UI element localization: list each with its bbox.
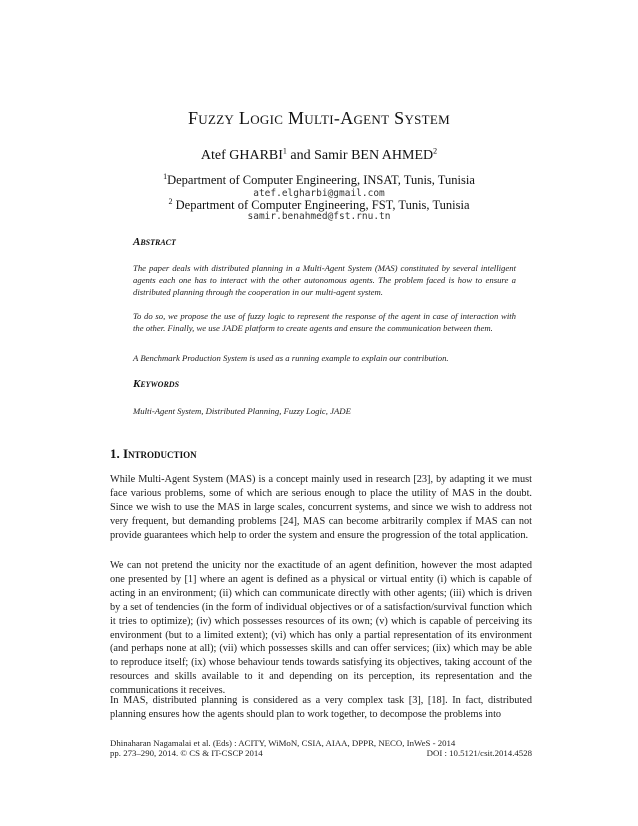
author-connector: and [286, 148, 315, 163]
affiliation-1-text: Department of Computer Engineering, INSAT, Tunis, Tunisia [167, 173, 475, 187]
footer-doi: DOI : 10.5121/csit.2014.4528 [426, 748, 532, 758]
intro-paragraph-2: We can not pretend the unicity nor the exactitude of an agent definition, however the most adapted one presented by [1] where an agent is defined as a physical or virtual entity (i) which is capable of acting in an environment; (ii) which can communicate directly with other agents; (iii) which is driven by a set of tendencies (in the form of individual objectives or of a satisfaction/survival function which it tries to optimize); (iv) which possesses resources of its own; (v) which is capable of perceiving its environment (but to a limited extent); (vi) which has only a partial representation of its environment (and perhaps none at all); (vii) which possesses skills and can offer services; (iix) which may be able to reproduce itself; (ix) whose behaviour tends towards satisfying its objectives, taking account of the resources and skills available to it and depending on its perception, its representation and the communications it receives. [110, 560, 532, 697]
author-2-superscript: 2 [433, 146, 438, 156]
keywords-text: Multi-Agent System, Distributed Planning, Fuzzy Logic, JADE [133, 406, 351, 416]
affiliation-1-superscript: 1 [163, 171, 168, 181]
abstract-paragraph-2: To do so, we propose the use of fuzzy logic to represent the response of the agent in case of interaction with the other. Finally, we use JADE platform to create agents and ensure the communication between them. [133, 311, 516, 333]
abstract-paragraph-3: A Benchmark Production System is used as a running example to explain our contribution. [133, 353, 449, 363]
email-1: atef.elgharbi@gmail.com [253, 188, 385, 199]
keywords-heading: Keywords [133, 378, 180, 390]
abstract-heading: Abstract [133, 236, 176, 248]
intro-paragraph-1: While Multi-Agent System (MAS) is a concept mainly used in research [23], by adapting it we must face various problems, some of which are serious enough to place the utility of MAS in the doubt. Since we wish to use the MAS in large scales, concurrent systems, and since we wish to address not very frequent, but demanding problems [24], MAS can become arbitrarily complex if MAS can not provide guarantees which help to order the system and ensure the progression of the total application. [110, 474, 532, 541]
author-2: Samir BEN AHMED [314, 148, 434, 163]
intro-paragraph-3: In MAS, distributed planning is considered as a very complex task [3], [18]. In fact, distributed planning ensures how the agents should plan to work together, to decompose the problems into [110, 695, 532, 720]
email-2: samir.benahmed@fst.rnu.tn [247, 211, 391, 222]
footer-line-2 [110, 748, 532, 758]
section-heading-introduction: 1. Introduction [110, 446, 197, 461]
footer-pages-copyright: pp. 273–290, 2014. © CS & IT-CSCP 2014 [110, 748, 263, 758]
affiliation-2-text: Department of Computer Engineering, FST, Tunis, Tunisia [172, 198, 470, 212]
affiliation-2-superscript: 2 [168, 196, 173, 206]
author-line [0, 148, 638, 164]
paper-title: Fuzzy Logic Multi-Agent System [187, 108, 451, 128]
author-1-superscript: 1 [282, 146, 287, 156]
footer [110, 738, 532, 758]
abstract-paragraph-1: The paper deals with distributed planning in a Multi-Agent System (MAS) constituted by several intelligent agents each one has to interact with the other autonomous agents. The problem faced is how to ensure a distributed planning through the cooperation in our multi-agent system. [133, 263, 516, 297]
footer-line-1: Dhinaharan Nagamalai et al. (Eds) : ACITY, WiMoN, CSIA, AIAA, DPPR, NECO, InWeS - 2014 [110, 738, 456, 748]
author-1: Atef GHARBI [200, 148, 283, 163]
affiliation-1 [0, 173, 638, 188]
